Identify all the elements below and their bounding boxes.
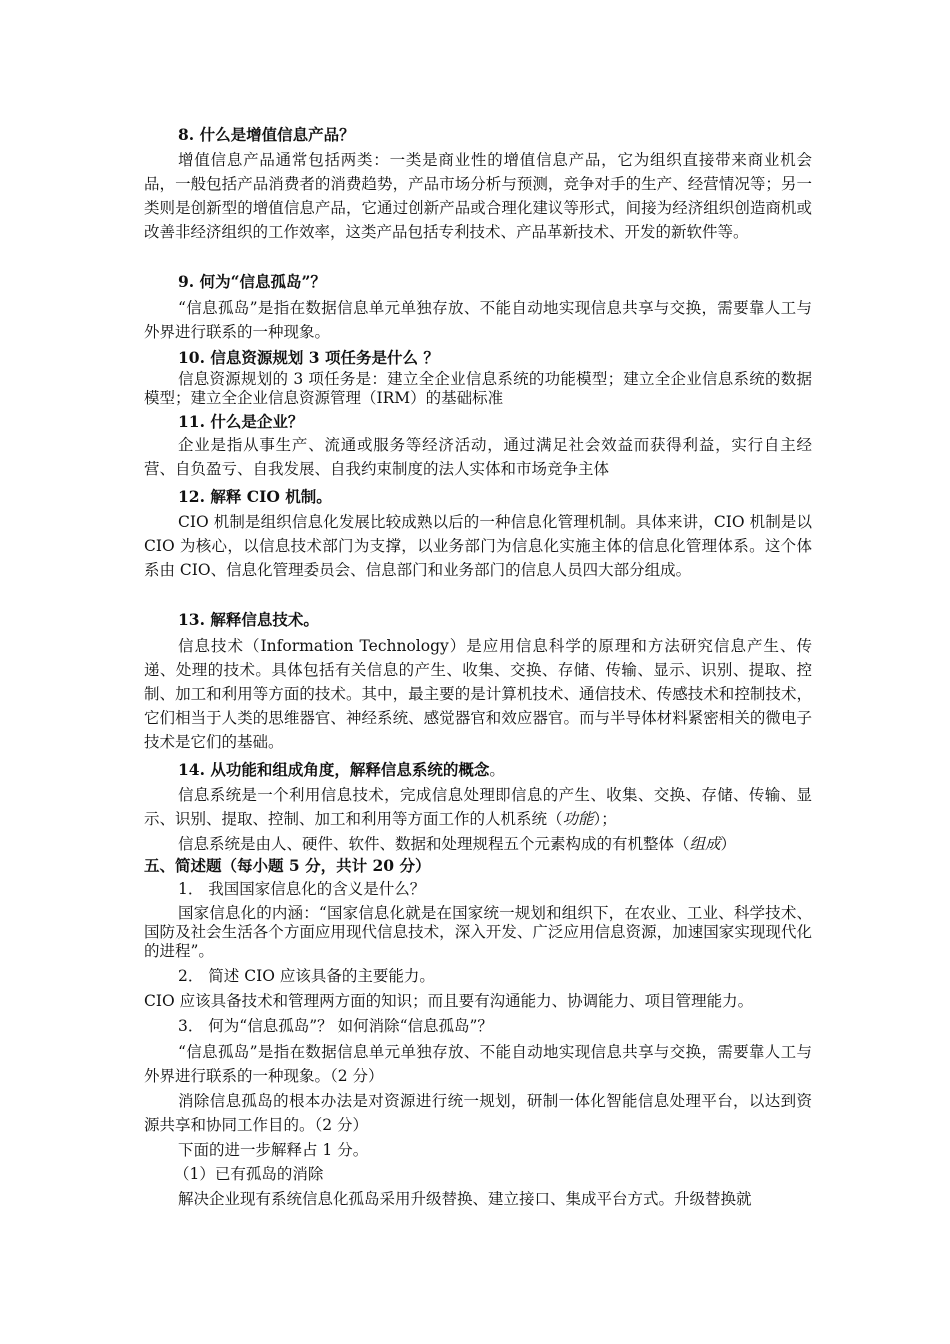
- q9-heading: 9. 何为“信息孤岛”？: [178, 272, 326, 291]
- s3-answer-note: 下面的进一步解释占 1 分。: [178, 1141, 369, 1159]
- q14-heading: [144, 758, 812, 782]
- q14-function-text: 信息系统是一个利用信息技术，完成信息处理即信息的产生、收集、交换、存储、传输、显示、识别、提取、控制、加工和利用等方面工作的人机系统（: [144, 786, 812, 828]
- q14-answer-composition: [144, 832, 812, 856]
- s3-answer-method: 消除信息孤岛的根本办法是对资源进行统一规划，研制一体化智能信息处理平台，以达到资源共享和协同工作目的。（2 分）: [144, 1092, 812, 1134]
- s1-question: 1． 我国国家信息化的含义是什么？: [178, 880, 426, 898]
- q14-heading-text: 14. 从功能和组成角度，解释信息系统的概念: [178, 760, 490, 779]
- q10-answer: 信息资源规划的 3 项任务是：建立全企业信息系统的功能模型；建立全企业信息系统的数据模型；建立全企业信息资源管理（IRM）的基础标准: [144, 370, 812, 407]
- q10-heading: 10. 信息资源规划 3 项任务是什么 ？: [178, 348, 439, 367]
- q14-function-tag: 功能: [562, 810, 594, 828]
- s3-subheading-1: （1）已有孤岛的消除: [174, 1165, 324, 1183]
- q14-composition-end: ）: [720, 835, 737, 853]
- s3-answer-definition: “信息孤岛”是指在数据信息单元单独存放、不能自动地实现信息共享与交换，需要靠人工与外界进行联系的一种现象。（2 分）: [144, 1043, 812, 1085]
- section5-heading: 五、简述题（每小题 5 分，共计 20 分）: [144, 856, 431, 875]
- q14-function-end: ）；: [593, 810, 617, 828]
- s2-answer: CIO 应该具备技术和管理两方面的知识；而且要有沟通能力、协调能力、项目管理能力。: [144, 992, 754, 1010]
- q11-answer: 企业是指从事生产、流通或服务等经济活动，通过满足社会效益而获得利益，实行自主经营、自负盈亏、自我发展、自我约束制度的法人实体和市场竞争主体: [144, 436, 812, 478]
- q14-composition-tag: 组成: [689, 835, 721, 853]
- q11-heading: 11. 什么是企业？: [178, 412, 304, 431]
- q9-answer: “信息孤岛”是指在数据信息单元单独存放、不能自动地实现信息共享与交换，需要靠人工与外界进行联系的一种现象。: [144, 299, 812, 341]
- q14-composition-text: 信息系统是由人、硬件、软件、数据和处理规程五个元素构成的有机整体（: [178, 835, 690, 853]
- q8-answer: 增值信息产品通常包括两类：一类是商业性的增值信息产品，它为组织直接带来商业机会品，一般包括产品消费者的消费趋势，产品市场分析与预测，竞争对手的生产、经营情况等；另一类则是创新型的增值信息产品，它通过创新产品或合理化建议等形式，间接为经济组织创造商机或改善非经济组织的工作效率，这类产品包括专利技术、产品革新技术、开发的新软件等。: [144, 151, 812, 241]
- q12-heading: 12. 解释 CIO 机制。: [178, 487, 332, 506]
- q12-answer: CIO 机制是组织信息化发展比较成熟以后的一种信息化管理机制。具体来讲，CIO 机制是以 CIO 为核心，以信息技术部门为支撑，以业务部门为信息化实施主体的信息化管理体系。这个体系由 CIO、信息化管理委员会、信息部门和业务部门的信息人员四大部分组成。: [144, 513, 812, 579]
- s3-question: 3． 何为“信息孤岛”？ 如何消除“信息孤岛”？: [178, 1017, 493, 1035]
- s1-answer: 国家信息化的内涵：“国家信息化就是在国家统一规划和组织下，在农业、工业、科学技术、国防及社会生活各个方面应用现代信息技术，深入开发、广泛应用信息资源，加速国家实现现代化的进程”。: [144, 904, 812, 960]
- q8-heading: 8. 什么是增值信息产品？: [178, 125, 355, 144]
- s3-answer-detail: 解决企业现有系统信息化孤岛采用升级替换、建立接口、集成平台方式。升级替换就: [178, 1190, 752, 1208]
- s2-question: 2． 简述 CIO 应该具备的主要能力。: [178, 967, 435, 985]
- q14-heading-punct: 。: [489, 761, 505, 779]
- q13-answer: 信息技术（Information Technology）是应用信息科学的原理和方法研究信息产生、传递、处理的技术。具体包括有关信息的产生、收集、交换、存储、传输、显示、识别、提取、控制、加工和利用等方面的技术。其中，最主要的是计算机技术、通信技术、传感技术和控制技术，它们相当于人类的思维器官、神经系统、感觉器官和效应器官。而与半导体材料紧密相关的微电子技术是它们的基础。: [144, 637, 812, 751]
- q14-answer-function: [144, 783, 812, 831]
- q13-heading: 13. 解释信息技术。: [178, 610, 319, 629]
